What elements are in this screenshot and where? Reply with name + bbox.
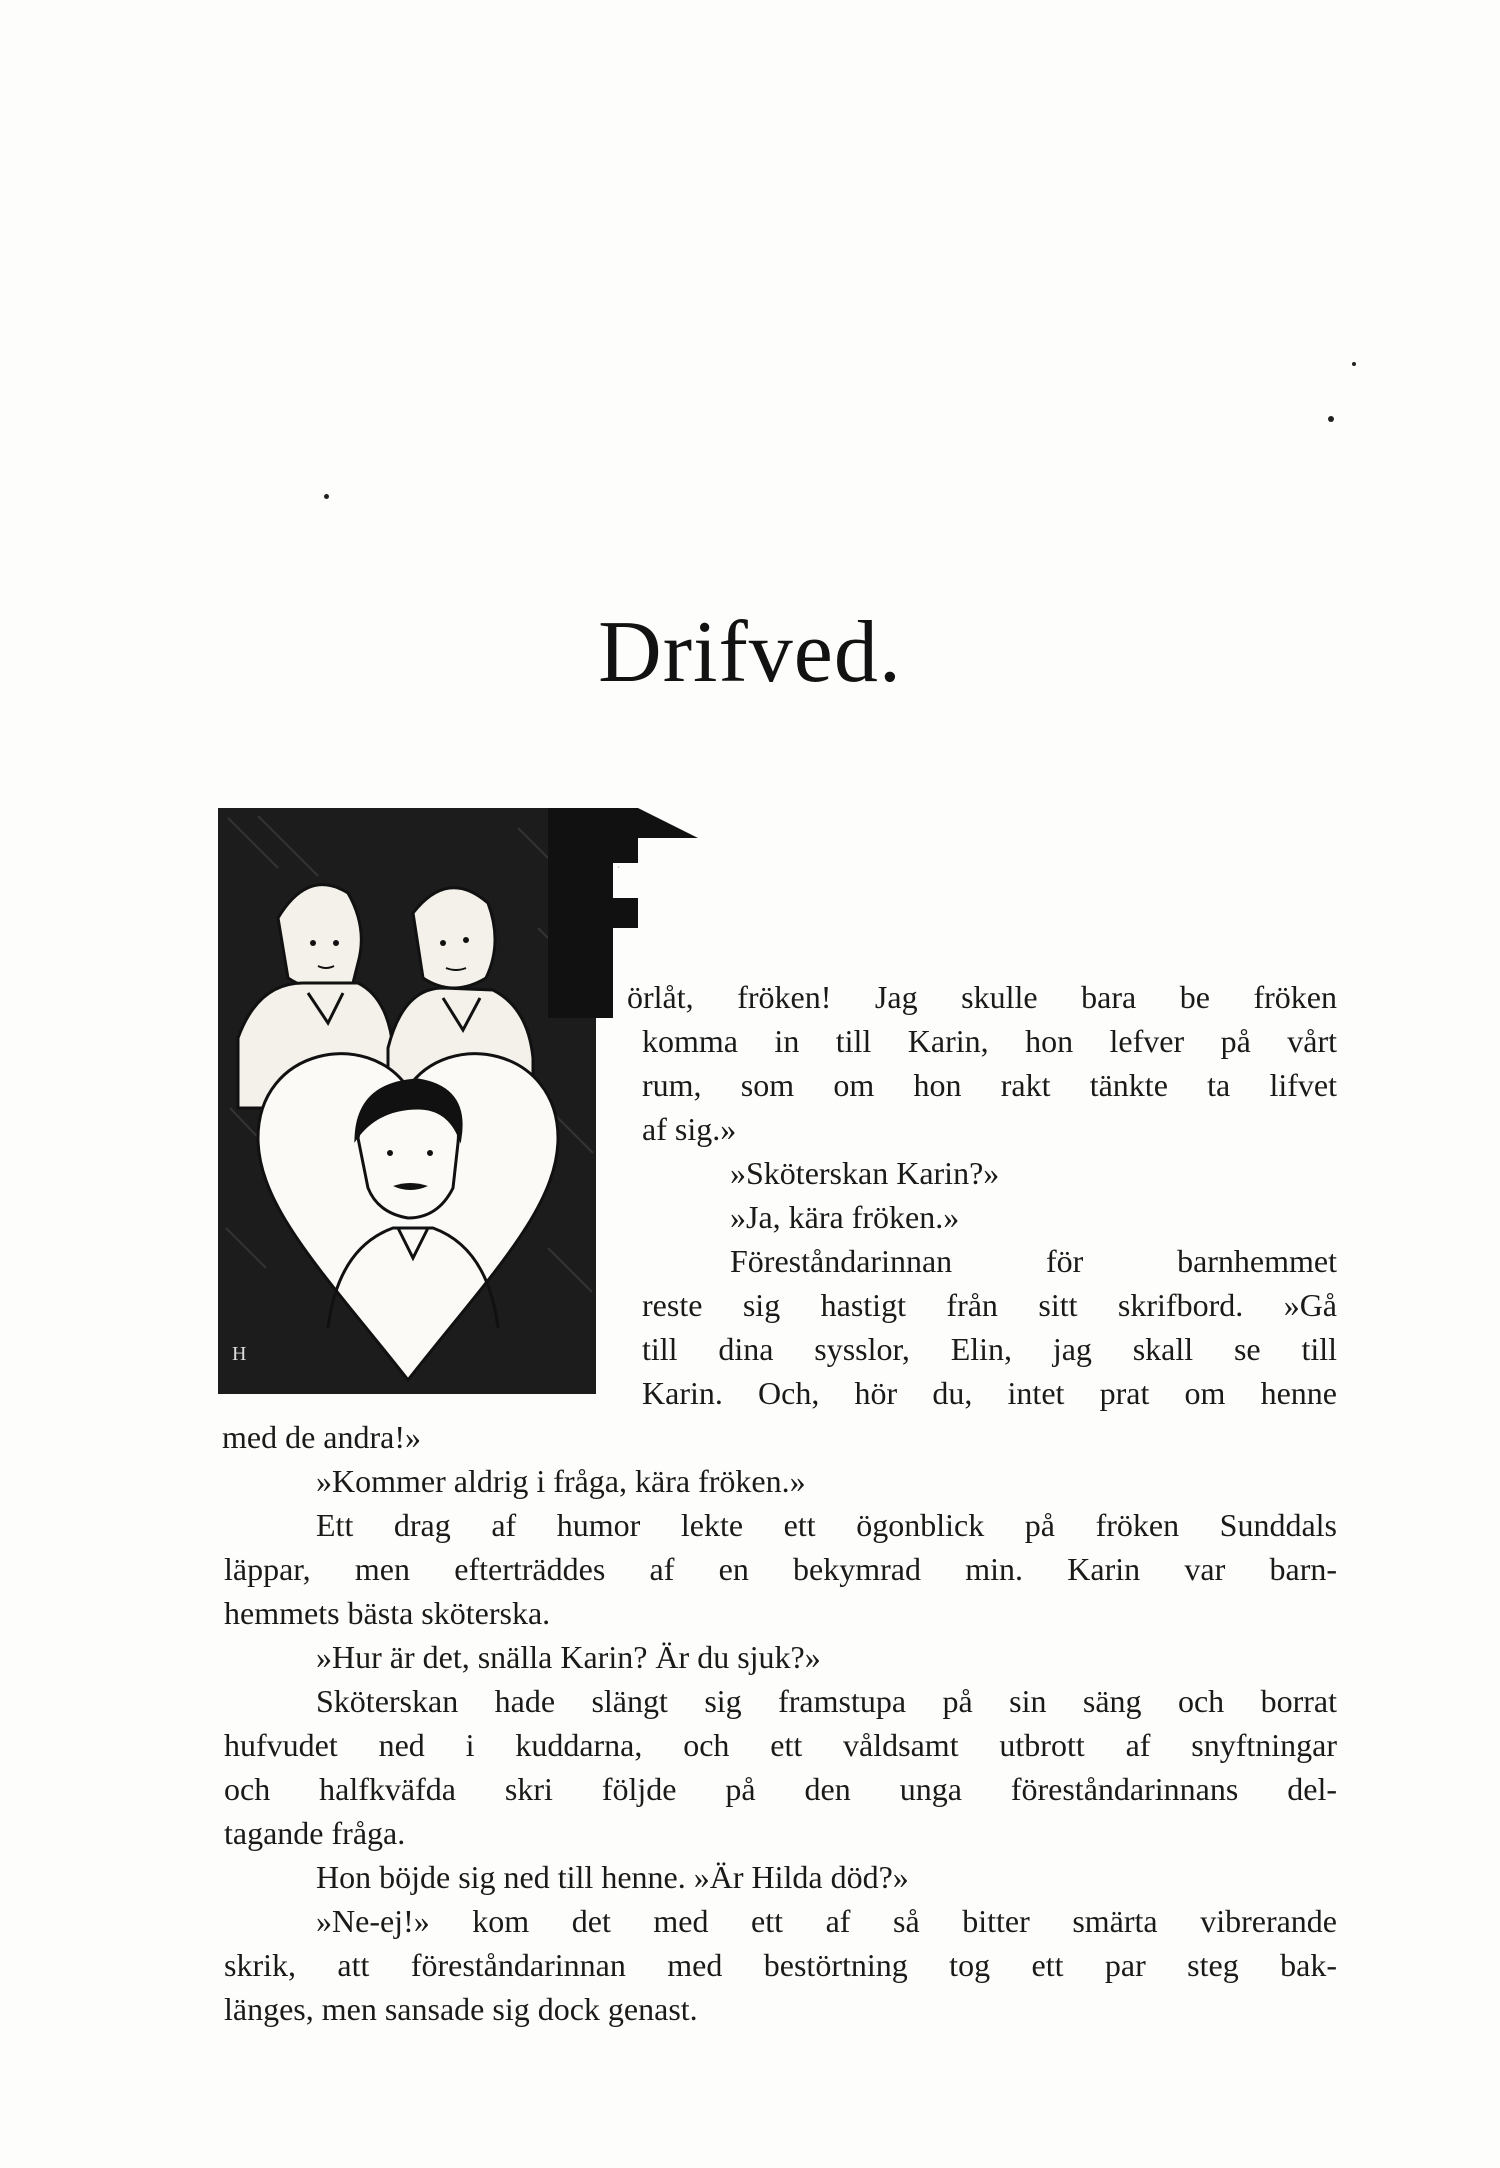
- text-line: »Kommer aldrig i fråga, kära fröken.»: [316, 1463, 806, 1499]
- text-line: rum, som om hon rakt tänkte ta lifvet: [642, 1067, 1337, 1103]
- text-line: örlåt, fröken! Jag skulle bara be fröken: [627, 979, 1337, 1015]
- speck: [1328, 416, 1334, 422]
- text-line: »Ja, kära fröken.»: [730, 1199, 960, 1235]
- text-line: Hon böjde sig ned till henne. »Är Hilda död?»: [316, 1859, 909, 1895]
- illustration-monogram: H: [232, 1343, 247, 1365]
- speck: [1352, 362, 1356, 366]
- text-line: Ett drag af humor lekte ett ögonblick på fröken Sunddals: [316, 1507, 1337, 1543]
- text-line: »Sköterskan Karin?»: [730, 1155, 1000, 1191]
- text-line: tagande fråga.: [224, 1815, 406, 1851]
- text-line: med de andra!»: [222, 1419, 422, 1455]
- text-line: Karin. Och, hör du, intet prat om henne: [642, 1375, 1337, 1411]
- text-line: läppar, men efterträddes af en bekymrad min. Karin var barn-: [224, 1551, 1337, 1587]
- text-line: skrik, att föreståndarinnan med bestörtning tog ett par steg bak-: [224, 1947, 1337, 1983]
- text-line: hufvudet ned i kuddarna, och ett våldsamt utbrott af snyftningar: [224, 1727, 1337, 1763]
- text-line: länges, men sansade sig dock genast.: [224, 1991, 698, 2027]
- text-line: reste sig hastigt från sitt skrifbord. »Gå: [642, 1287, 1337, 1323]
- text-line: och halfkväfda skri följde på den unga föreståndarinnans del-: [224, 1771, 1337, 1807]
- speck: [324, 494, 329, 499]
- page-title: Drifved.: [598, 604, 902, 701]
- text-line: hemmets bästa sköterska.: [224, 1595, 551, 1631]
- text-line: till dina sysslor, Elin, jag skall se till: [642, 1331, 1337, 1367]
- text-line: komma in till Karin, hon lefver på vårt: [642, 1023, 1337, 1059]
- text-line: »Ne-ej!» kom det med ett af så bitter smärta vibrerande: [316, 1903, 1337, 1939]
- text-line: »Hur är det, snälla Karin? Är du sjuk?»: [316, 1639, 821, 1675]
- text-line: af sig.»: [642, 1111, 737, 1147]
- drop-cap-letter: F: [618, 867, 620, 869]
- text-line: Sköterskan hade slängt sig framstupa på sin säng och borrat: [316, 1683, 1337, 1719]
- text-line: Föreståndarinnan för barnhemmet: [730, 1243, 1337, 1279]
